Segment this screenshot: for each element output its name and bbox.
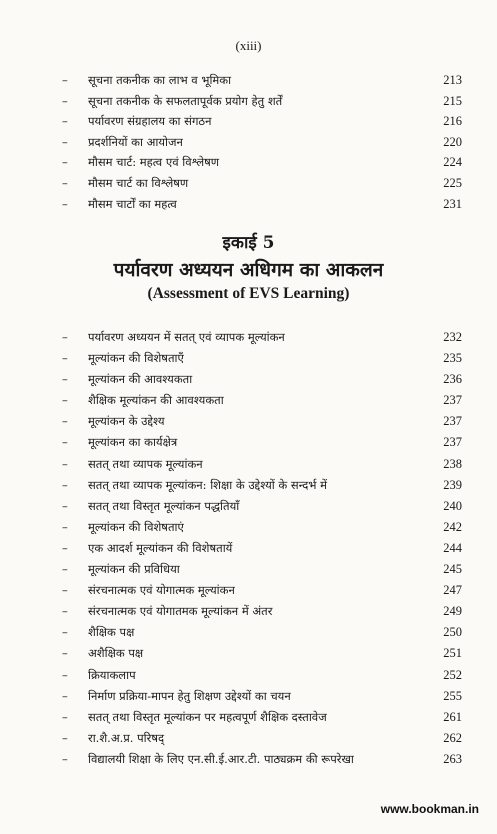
toc-entry-title: सतत् तथा व्यापक मूल्यांकन xyxy=(88,456,203,471)
toc-entry-page: 245 xyxy=(443,562,462,577)
toc-entry xyxy=(62,132,462,153)
toc-entry xyxy=(62,152,462,173)
toc-entry-title: विद्यालयी शिक्षा के लिए एन.सी.ई.आर.टी. पाठ्यक्रम की रूपरेखा xyxy=(88,751,354,766)
bullet-dash: – xyxy=(62,646,68,661)
bullet-dash: – xyxy=(62,519,68,534)
bullet-dash: – xyxy=(62,134,68,149)
toc-entry-page: 237 xyxy=(443,393,462,408)
bullet-dash: – xyxy=(62,625,68,640)
toc-entry-page: 261 xyxy=(443,709,462,724)
toc-entry-page: 262 xyxy=(443,730,462,745)
toc-entry-page: 249 xyxy=(443,604,462,619)
toc-entry xyxy=(62,749,462,770)
toc-entry-title: शैक्षिक मूल्यांकन की आवश्यकता xyxy=(88,393,224,408)
bullet-dash: – xyxy=(62,540,68,555)
toc-entry-title: सतत् तथा व्यापक मूल्यांकन: शिक्षा के उद्देश्यों के सन्दर्भ में xyxy=(88,477,327,492)
toc-list-top xyxy=(62,70,462,214)
watermark: www.bookman.in xyxy=(380,802,479,816)
toc-entry xyxy=(62,173,462,194)
bullet-dash: – xyxy=(62,709,68,724)
bullet-dash: – xyxy=(62,372,68,387)
toc-entry-title: अशैक्षिक पक्ष xyxy=(88,646,144,661)
toc-entry xyxy=(62,728,462,749)
toc-entry xyxy=(62,601,462,622)
toc-entry-page: 213 xyxy=(443,73,462,87)
toc-entry-title: संरचनात्मक एवं योगात्मक मूल्यांकन xyxy=(88,583,235,598)
toc-entry-title: संरचनात्मक एवं योगातमक मूल्यांकन में अंतर xyxy=(88,604,273,619)
toc-entry-title: सतत् तथा विस्तृत मूल्यांकन पर महत्वपूर्ण शैक्षिक दस्तावेज xyxy=(88,709,327,724)
toc-entry-title: एक आदर्श मूल्यांकन की विशेषतायें xyxy=(88,540,233,555)
toc-entry xyxy=(62,707,462,728)
toc-entry xyxy=(62,111,462,132)
bullet-dash: – xyxy=(62,435,68,450)
toc-entry-title: प्रदर्शनियों का आयोजन xyxy=(88,134,183,149)
toc-entry xyxy=(62,194,462,215)
toc-entry-page: 225 xyxy=(443,175,462,190)
bullet-dash: – xyxy=(62,155,68,170)
toc-entry-page: 242 xyxy=(443,519,462,534)
toc-entry xyxy=(62,517,462,538)
toc-entry-title: मूल्यांकन का कार्यक्षेत्र xyxy=(88,435,178,450)
toc-entry xyxy=(62,475,462,496)
toc-entry-page: 250 xyxy=(443,625,462,640)
unit-title-english: (Assessment of EVS Learning) xyxy=(147,285,350,302)
toc-entry xyxy=(62,454,462,475)
toc-entry-page: 235 xyxy=(443,351,462,366)
toc-entry-title: मौसम चार्ट: महत्व एवं विश्लेषण xyxy=(88,155,220,170)
bullet-dash: – xyxy=(62,604,68,619)
toc-entry xyxy=(62,538,462,559)
toc-entry xyxy=(62,580,462,601)
toc-entry xyxy=(62,665,462,686)
toc-entry-page: 252 xyxy=(443,667,462,682)
toc-entry-page: 239 xyxy=(443,477,462,492)
toc-entry-page: 244 xyxy=(443,540,462,555)
bullet-dash: – xyxy=(62,456,68,471)
toc-entry-title: मौसम चार्ट का विश्लेषण xyxy=(88,175,189,190)
toc-entry-page: 231 xyxy=(443,196,462,211)
toc-entry xyxy=(62,369,462,390)
toc-entry xyxy=(62,686,462,707)
unit-title-hindi: पर्यावरण अध्ययन अधिगम का आकलन xyxy=(113,259,384,281)
toc-entry-title: मूल्यांकन की विशेषताएं xyxy=(88,519,184,534)
toc-entry-page: 220 xyxy=(443,134,462,149)
toc-entry xyxy=(62,496,462,517)
toc-entry-page: 237 xyxy=(443,435,462,450)
toc-entry-page: 216 xyxy=(443,114,462,129)
toc-entry xyxy=(62,622,462,643)
toc-entry-page: 237 xyxy=(443,414,462,429)
bullet-dash: – xyxy=(62,688,68,703)
toc-entry-page: 236 xyxy=(443,372,462,387)
bullet-dash: – xyxy=(62,73,68,87)
toc-entry-title: मूल्यांकन की विशेषताएँ xyxy=(88,351,184,366)
toc-entry xyxy=(62,643,462,664)
toc-entry-title: मौसम चार्टों का महत्व xyxy=(88,196,177,211)
bullet-dash: – xyxy=(62,562,68,577)
bullet-dash: – xyxy=(62,730,68,745)
toc-entry-page: 263 xyxy=(443,751,462,766)
bullet-dash: – xyxy=(62,330,68,344)
toc-entry-page: 215 xyxy=(443,93,462,108)
toc-list-bottom xyxy=(62,327,462,770)
bullet-dash: – xyxy=(62,196,68,211)
toc-entry-page: 232 xyxy=(443,330,462,344)
toc-entry xyxy=(62,70,462,91)
toc-entry xyxy=(62,411,462,432)
bullet-dash: – xyxy=(62,583,68,598)
toc-entry xyxy=(62,91,462,112)
bullet-dash: – xyxy=(62,414,68,429)
bullet-dash: – xyxy=(62,393,68,408)
bullet-dash: – xyxy=(62,93,68,108)
bullet-dash: – xyxy=(62,667,68,682)
toc-entry xyxy=(62,348,462,369)
toc-entry-title: पर्यावरण संग्रहालय का संगठन xyxy=(88,114,212,129)
toc-entry-title: सूचना तकनीक का लाभ व भूमिका xyxy=(88,73,232,87)
toc-entry-title: मूल्यांकन की प्रविधिया xyxy=(88,562,180,577)
toc-entry-title: शैक्षिक पक्ष xyxy=(88,625,135,640)
toc-entry-page: 240 xyxy=(443,498,462,513)
toc-entry-page: 224 xyxy=(443,155,462,170)
toc-entry xyxy=(62,432,462,453)
toc-entry-page: 255 xyxy=(443,688,462,703)
toc-entry xyxy=(62,559,462,580)
toc-entry-title: निर्माण प्रक्रिया-मापन हेतु शिक्षण उद्देश्यों का चयन xyxy=(88,688,291,703)
toc-entry-title: पर्यावरण अध्ययन में सतत् एवं व्यापक मूल्यांकन xyxy=(88,330,285,344)
toc-entry-title: मूल्यांकन की आवश्यकता xyxy=(88,372,193,387)
bullet-dash: – xyxy=(62,351,68,366)
toc-entry xyxy=(62,327,462,348)
bullet-dash: – xyxy=(62,477,68,492)
toc-entry-title: मूल्यांकन के उद्देश्य xyxy=(88,414,165,429)
unit-number: इकाई 5 xyxy=(222,233,275,253)
bullet-dash: – xyxy=(62,114,68,129)
bullet-dash: – xyxy=(62,751,68,766)
toc-entry-title: रा.शै.अ.प्र. परिषद् xyxy=(88,730,165,745)
toc-entry-title: सतत् तथा विस्तृत मूल्यांकन पद्धतियाँ xyxy=(88,498,240,513)
bullet-dash: – xyxy=(62,175,68,190)
toc-entry-page: 238 xyxy=(443,456,462,471)
bullet-dash: – xyxy=(62,498,68,513)
toc-entry-title: क्रियाकलाप xyxy=(88,667,136,682)
toc-entry-page: 247 xyxy=(443,583,462,598)
toc-entry xyxy=(62,390,462,411)
page-number: (xiii) xyxy=(235,38,262,53)
toc-entry-page: 251 xyxy=(443,646,462,661)
toc-entry-title: सूचना तकनीक के सफलतापूर्वक प्रयोग हेतु शर्तें xyxy=(88,93,283,108)
